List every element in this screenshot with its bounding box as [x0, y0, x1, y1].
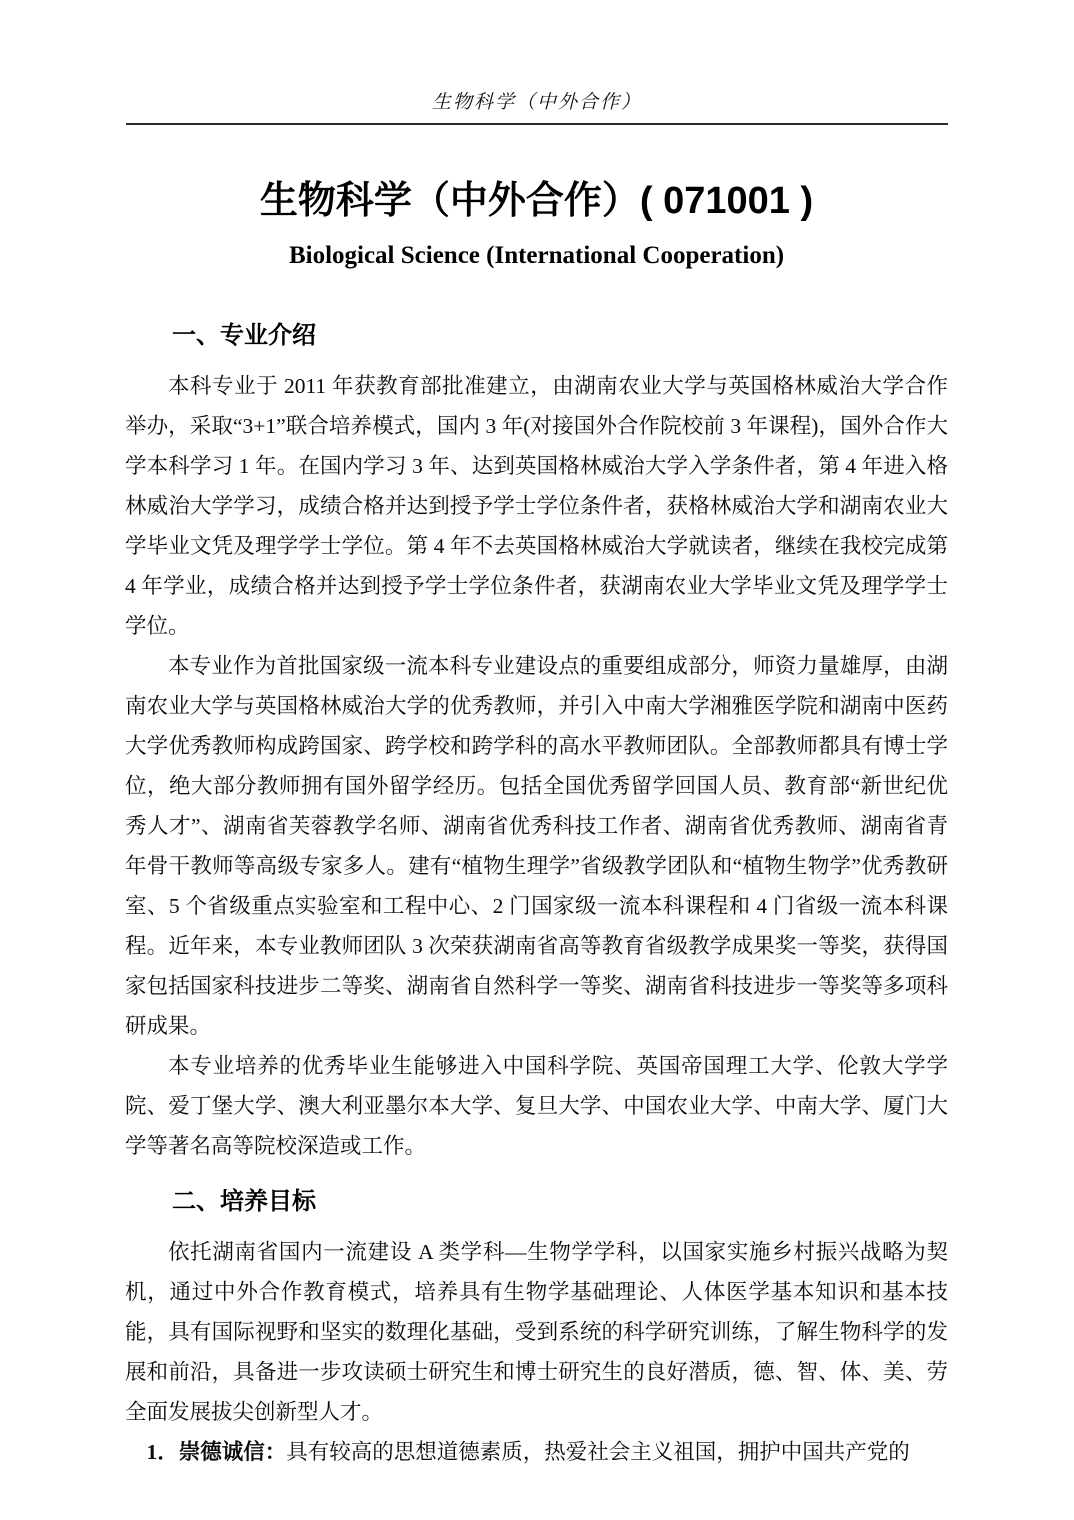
paragraph-objectives-1: 依托湖南省国内一流建设 A 类学科—生物学学科，以国家实施乡村振兴战略为契机，通过中外合作教育模式，培养具有生物学基础理论、人体医学基本知识和基本技能，具有国际视野和坚实的数理化基础，受到系统的科学研究训练，了解生物科学的发展和前沿，具备进一步攻读硕士研究生和博士研究生的良好潜质，德、智、体、美、劳全面发展拔尖创新型人才。 [125, 1240, 948, 1424]
numbered-item-1 [125, 1432, 948, 1472]
running-header: 生物科学（中外合作） [431, 92, 642, 113]
paragraph-intro-2: 本专业作为首批国家级一流本科专业建设点的重要组成部分，师资力量雄厚，由湖南农业大学与英国格林威治大学的优秀教师，并引入中南大学湘雅医学院和湖南中医药大学优秀教师构成跨国家、跨学校和跨学科的高水平教师团队。全部教师都具有博士学位，绝大部分教师拥有国外留学经历。包括全国优秀留学回国人员、教育部“新世纪优秀人才”、湖南省芙蓉教学名师、湖南省优秀科技工作者、湖南省优秀教师、湖南省青年骨干教师等高级专家多人。建有“植物生理学”省级教学团队和“植物生物学”优秀教研室、5 个省级重点实验室和工程中心、2 门国家级一流本科课程和 4 门省级一流本科课程。近年来，本专业教师团队 3 次荣获湖南省高等教育省级教学成果奖一等奖，获得国家包括国家科技进步二等奖、湖南省自然科学一等奖、湖南省科技进步一等奖等多项科研成果。 [125, 654, 948, 1038]
document-body [125, 177, 948, 1472]
header-rule [126, 123, 948, 125]
document-title-en: Biological Science (International Cooperation) [288, 242, 785, 269]
numbered-item-1-text: 具有较高的思想道德素质，热爱社会主义祖国，拥护中国共产党的 [286, 1440, 910, 1464]
numbered-item-1-label: 1．崇德诚信： [146, 1440, 287, 1464]
paragraph-intro-3: 本专业培养的优秀毕业生能够进入中国科学院、英国帝国理工大学、伦敦大学学院、爱丁堡大学、澳大利亚墨尔本大学、复旦大学、中国农业大学、中南大学、厦门大学等著名高等院校深造或工作。 [125, 1054, 948, 1158]
section-heading-training-objectives: 二、培养目标 [172, 1188, 316, 1215]
paragraph-intro-1: 本科专业于 2011 年获教育部批准建立，由湖南农业大学与英国格林威治大学合作举办，采取“3+1”联合培养模式，国内 3 年(对接国外合作院校前 3 年课程)，国外合作大学本科学习 1 年。在国内学习 3 年、达到英国格林威治大学入学条件者，第 4 年进入格林威治大学学习，成绩合格并达到授予学士学位条件者，获格林威治大学和湖南农业大学毕业文凭及理学学士学位。第 4 年不去英国格林威治大学就读者，继续在我校完成第 4 年学业，成绩合格并达到授予学士学位条件者，获湖南农业大学毕业文凭及理学学士学位。 [125, 374, 948, 638]
document-title-cn: 生物科学（中外合作）( 071001 ) [259, 180, 814, 222]
section-heading-major-introduction: 一、专业介绍 [172, 322, 316, 349]
